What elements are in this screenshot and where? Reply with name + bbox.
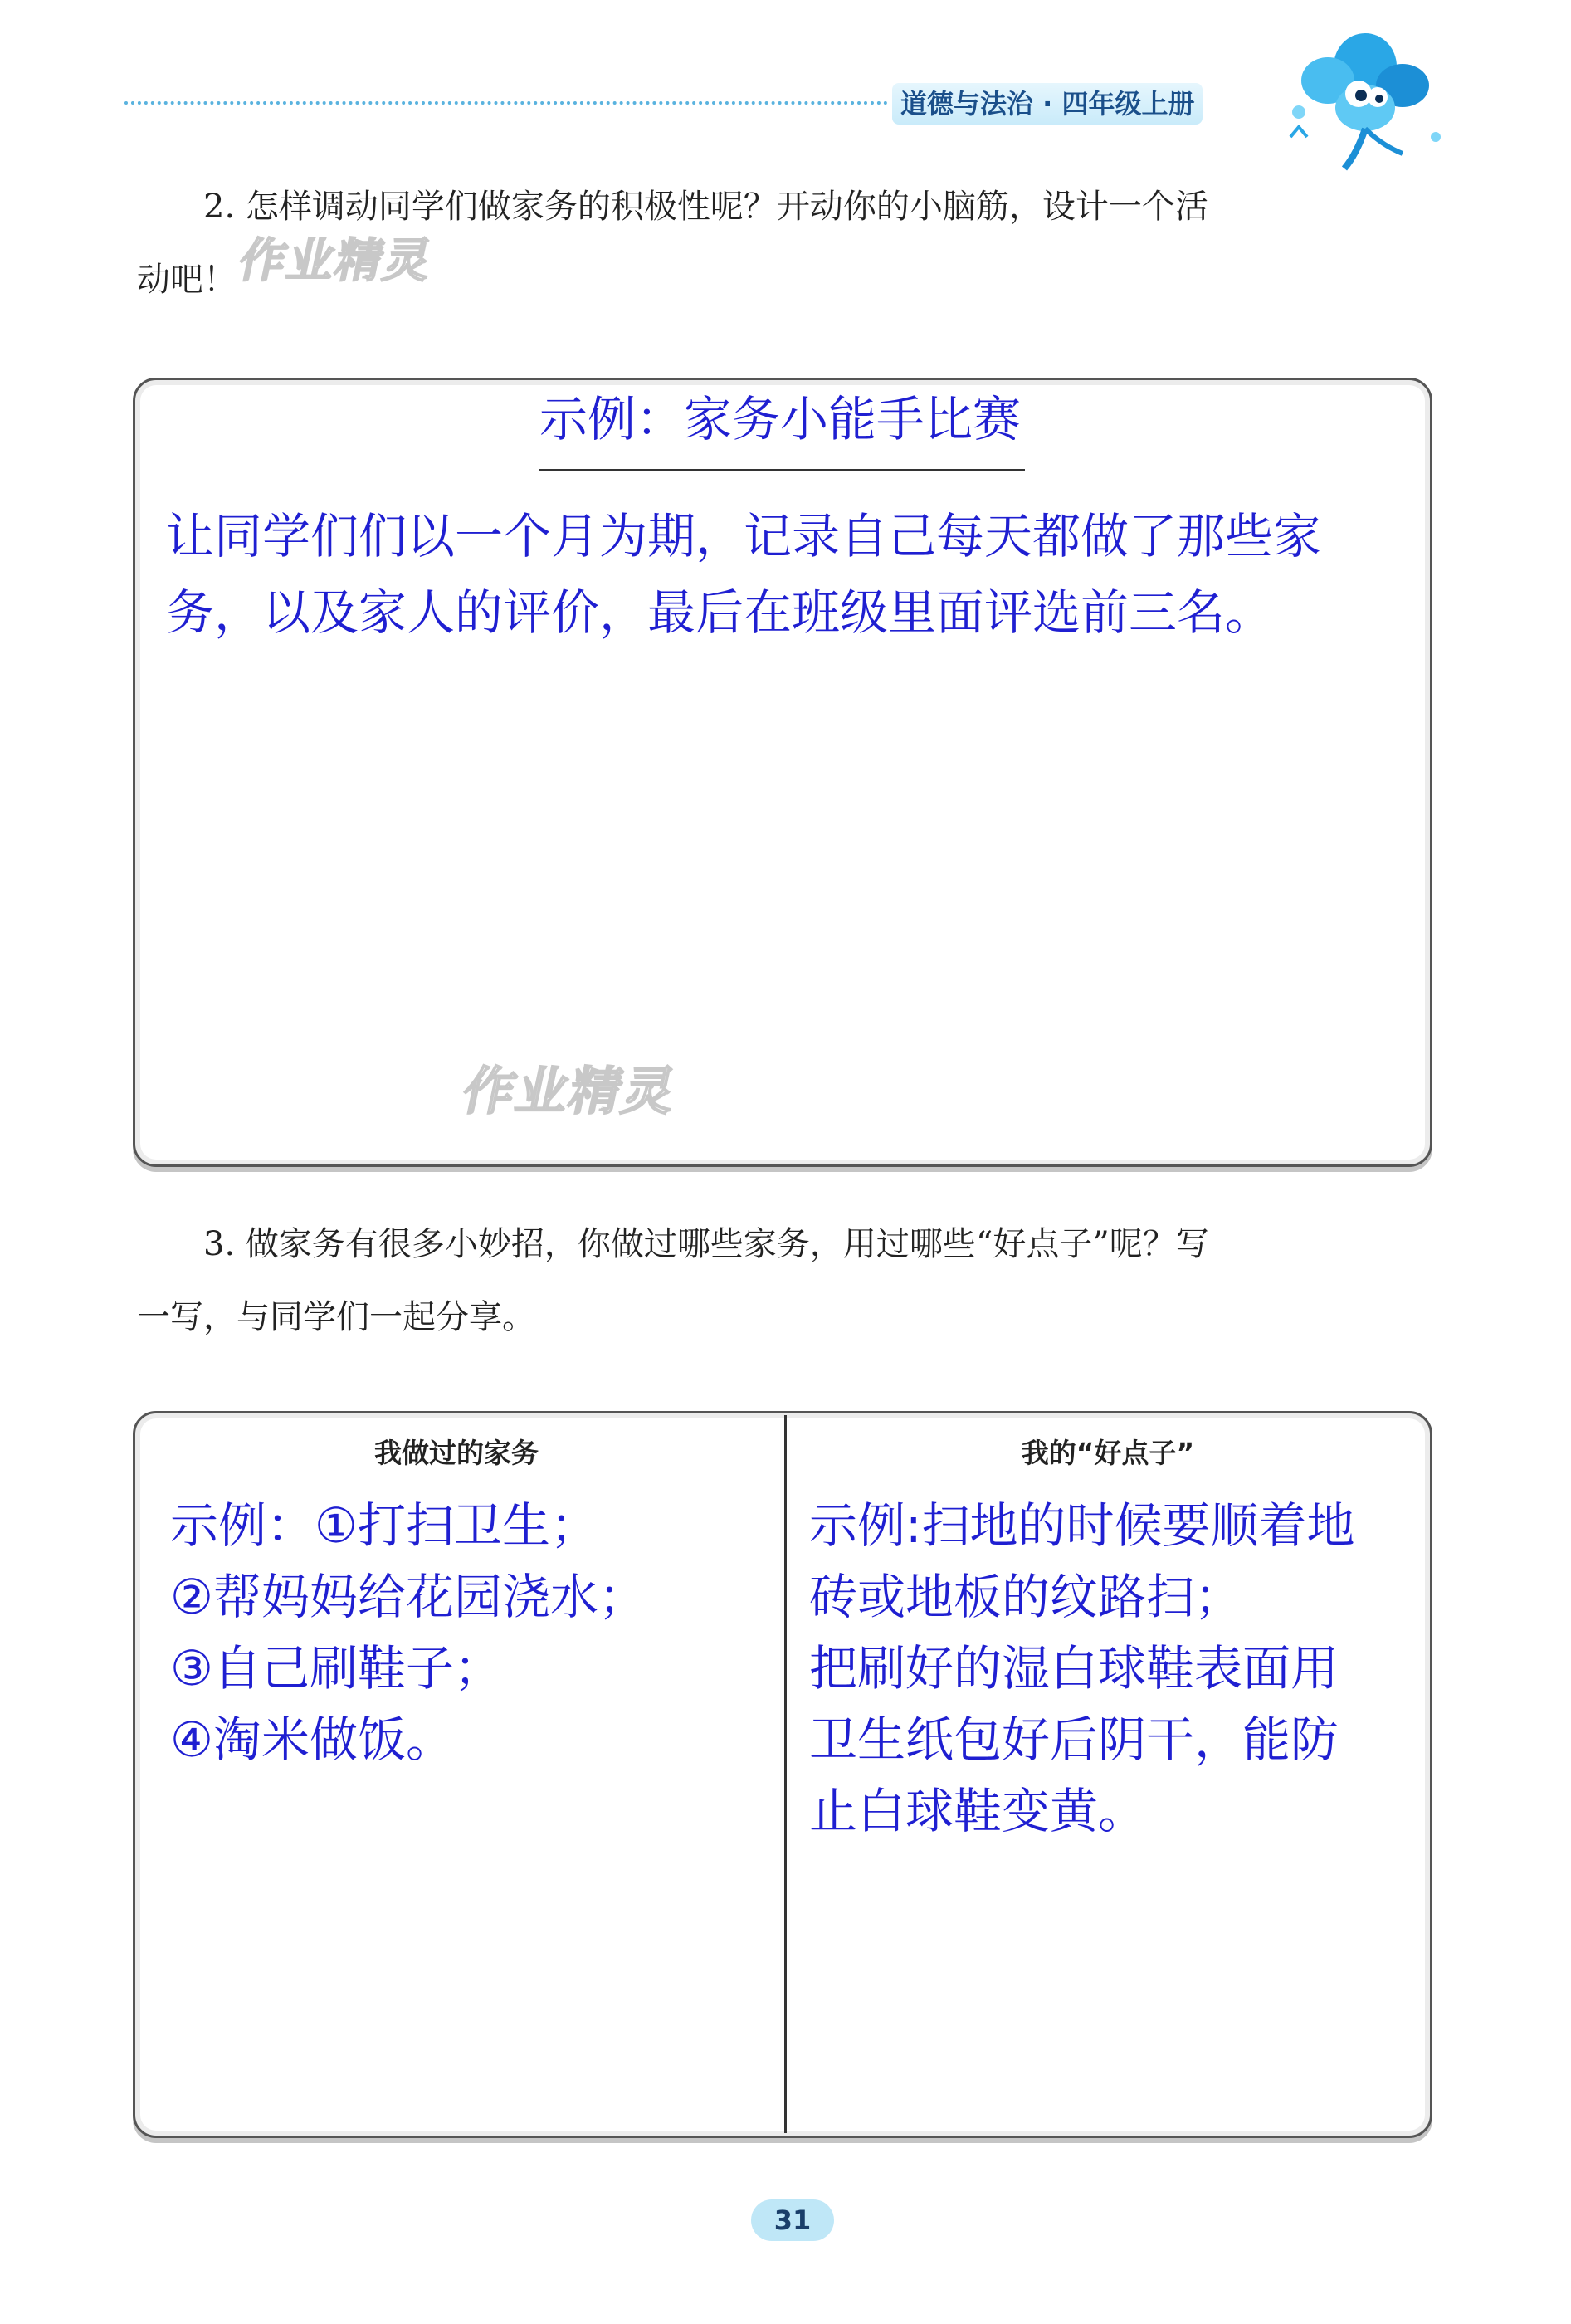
chores-list-item: ②帮妈妈给花园浇水； bbox=[170, 1569, 646, 1625]
right-column-header: 我的“好点子” bbox=[1021, 1437, 1195, 1469]
example-body-line-2: 务，以及家人的评价，最后在班级里面评选前三名。 bbox=[166, 584, 1274, 641]
tips-list-line: 把刷好的湿白球鞋表面用 bbox=[809, 1640, 1339, 1697]
example-body bbox=[166, 498, 1394, 651]
chores-list bbox=[170, 1490, 768, 1775]
chores-list-item: ④淘米做饭。 bbox=[170, 1711, 454, 1768]
question-2-line-2: 动吧！ bbox=[137, 261, 237, 299]
watermark: 作业精灵 bbox=[234, 234, 438, 288]
question-2-line-1: 2. 怎样调动同学们做家务的积极性呢？开动你的小脑筋，设计一个活 bbox=[203, 188, 1208, 226]
chores-list-item: 示例：①打扫卫生； bbox=[170, 1497, 598, 1554]
tips-list-line: 止白球鞋变黄。 bbox=[809, 1783, 1147, 1839]
tips-list-line: 卫生纸包好后阴干，能防 bbox=[809, 1711, 1339, 1768]
tips-list bbox=[809, 1490, 1407, 1847]
question-3-line-2: 一写，与同学们一起分享。 bbox=[137, 1298, 535, 1336]
tips-list-line: 示例:扫地的时候要顺着地 bbox=[809, 1497, 1355, 1554]
left-column-header: 我做过的家务 bbox=[374, 1437, 539, 1469]
question-3-line-1: 3. 做家务有很多小妙招，你做过哪些家务，用过哪些“好点子”呢？写 bbox=[203, 1225, 1209, 1263]
column-divider bbox=[784, 1415, 787, 2133]
chores-list-item: ③自己刷鞋子； bbox=[170, 1640, 502, 1697]
question-3 bbox=[137, 1208, 1432, 1354]
example-title: 示例：家务小能手比赛 bbox=[539, 391, 1021, 447]
answer-box-activity bbox=[133, 378, 1432, 1167]
watermark: 作业精灵 bbox=[457, 1061, 683, 1121]
tips-list-line: 砖或地板的纹路扫； bbox=[809, 1569, 1243, 1625]
page-number: 31 bbox=[751, 2200, 834, 2241]
blue-flower-mascot-icon bbox=[1266, 21, 1456, 174]
book-title: 道德与法治 · 四年级上册 bbox=[892, 83, 1203, 124]
title-underline bbox=[539, 469, 1025, 471]
header-dotted-rule bbox=[124, 101, 888, 105]
example-body-line-1: 让同学们们以一个月为期，记录自己每天都做了那些家 bbox=[166, 508, 1322, 564]
